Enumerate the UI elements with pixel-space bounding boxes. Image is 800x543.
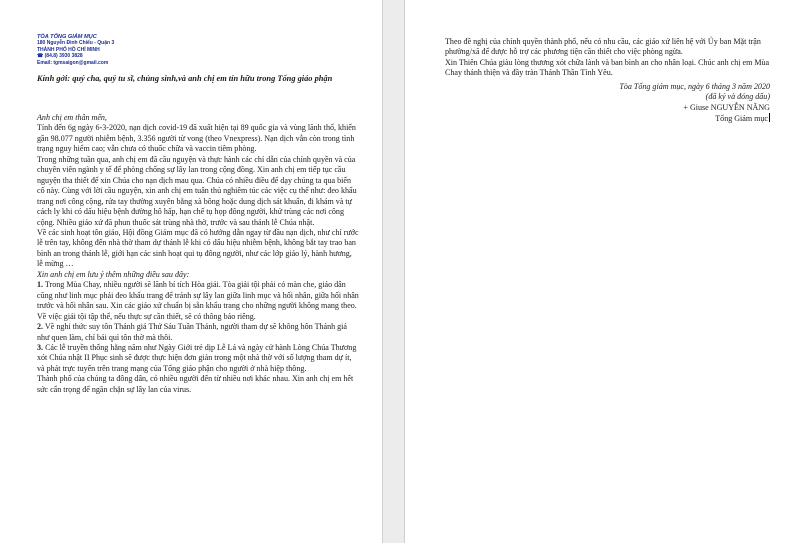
paragraph-6: Theo đề nghị của chính quyền thành phố, nếu có nhu cầu, các giáo xứ liên hệ với Ủy ban Mặt trận phường/xã để được hỗ trợ các phương tiện cần thiết cho việc phòng ngừa. <box>445 37 761 57</box>
signed-note: (đã ký và đóng dấu) <box>705 92 770 102</box>
text-cursor <box>769 113 770 122</box>
list-item-number: 1. <box>37 280 44 290</box>
signer-title: Tổng Giám mục <box>715 114 768 124</box>
paragraph-4: Xin anh chị em lưu ý thêm những điều sau đây: <box>37 269 190 279</box>
paragraph-1: Tính đến 6g ngày 6-3-2020, nạn dịch covid-19 đã xuất hiện tại 89 quốc gia và vùng lãnh thổ, khiến gần 98.077 người nhiễm bệnh, 3.356 người từ vong (theo Vnexpress). Nạn dịch vẫn còn trong tình trạng nguy hiểm cao; vẫn chưa có thuốc chữa và vaccin tiêm phòng. <box>37 123 356 154</box>
list-item-continuation: Về việc giải tội tập thể, nếu thực sự cần thiết, sẽ có thông báo riêng. <box>37 311 256 321</box>
sender-email: Email: tgmsaigon@gmail.com <box>37 59 109 66</box>
greeting-heading: Kính gởi: quý cha, quý tu sĩ, chủng sinh,và anh chị em tín hữu trong Tổng giáo phận <box>37 74 333 83</box>
list-item-number: 2. <box>37 322 44 332</box>
letter-body-left <box>37 113 359 395</box>
document-page-left <box>0 0 383 543</box>
paragraph-5: Thành phố của chúng ta đông dân, có nhiều người đến từ nhiều nơi khác nhau. Xin anh chị em hết sức cẩn trọng để ngăn chặn sự lây lan của virus. <box>37 374 354 394</box>
paragraph-3: Về các sinh hoạt tôn giáo, Hội đồng Giám mục đã có hướng dẫn ngay từ đầu nạn dịch, như chỉ rước lễ trên tay, không đến nhà thờ tham dự thánh lễ khi có dấu hiệu nhiễm bệnh, không bắt tay trao ban bình an trong thánh lễ, giới hạn các sinh hoạt qui tụ đông người, như các lớp giáo lý, hành hương, lễ mừng … <box>37 227 359 269</box>
sender-address-line-1: 180 Nguyễn Đình Chiểu - Quận 3 <box>37 40 115 47</box>
salutation: Anh chị em thân mến, <box>37 113 107 122</box>
list-item-text: Về nghi thức suy tôn Thánh giá Thứ Sáu Tuần Thánh, người tham dự sẽ không hôn Thánh giá như quen làm, chỉ bái quì tôn thờ mà thôi. <box>37 322 347 342</box>
paragraph-2: Trong những tuần qua, anh chị em đã cầu nguyện và thực hành các chỉ dẫn của chính quyền và của chuyên viên ngành y tế để phòng chống sự lây lan trong cộng đồng. Xin anh chị em tiếp tục cầu nguyện tha thiết để xin Chúa cho nạn dịch mau qua. Chúa có nhiều điều để dạy chúng ta qua biến cố này. Cùng với lời cầu nguyện, xin anh chị em tuân thủ nghiêm túc các việc cụ thể như: đeo khẩu trang nơi công cộng, rửa tay thường xuyên bằng xà bông hoặc dung dịch sát khuẩn, đi khám và tự cách ly khi có dấu hiệu bệnh đường hô hấp, hạn chế tụ họp đông người, khử trùng các nơi công cộng. Nhiều giáo xứ đã phun thuốc sát trùng nhà thờ, trước và sau thánh lễ Chúa nhật. <box>37 154 357 227</box>
list-item-text: Trong Mùa Chay, nhiều người sẽ lãnh bí tích Hòa giải. Tòa giải tội phải có màn che, giáo dân cũng như linh mục phải đeo khẩu trang để tránh sự lây lan giữa linh mục và hối nhân, giữa hối nhân trước và hối nhân sau. Xin các giáo xứ chuẩn bị sẵn khẩu trang cho những người không mang theo. <box>37 280 359 311</box>
sender-name: TÒA TỔNG GIÁM MỤC <box>37 34 97 40</box>
document-page-right <box>404 0 800 543</box>
signer-name: + Giuse NGUYỄN NĂNG <box>683 102 770 112</box>
list-item <box>37 280 359 311</box>
list-item-number: 3. <box>37 342 44 352</box>
sender-phone: ☎ (84.8) 3930 3828 <box>37 53 83 60</box>
place-date: Tòa Tổng giám mục, ngày 6 tháng 3 năm 2020 <box>619 82 770 91</box>
sender-address-line-2: THÀNH PHỐ HỒ CHÍ MINH <box>37 46 100 53</box>
list-item <box>37 322 359 343</box>
letter-body-right <box>445 37 781 79</box>
signer-title-line[interactable] <box>619 113 770 124</box>
signature-block <box>619 82 770 125</box>
sender-block <box>37 34 114 66</box>
page-gutter <box>384 0 403 543</box>
list-item <box>37 343 359 374</box>
list-item-text: Các lễ truyền thống hằng năm như Ngày Giới trẻ dịp Lễ Lá và ngày cử hành Lòng Chúa Thương xót Chúa nhật II Phục sinh sẽ được thực hiện đơn giản trong một nhà thờ với số lượng tham dự ít, và phát trực tuyến trên trang mạng của Tổng giáo phận cho người ở nhà hiệp thông. <box>37 342 357 373</box>
paragraph-7: Xin Thiên Chúa giàu lòng thương xót chữa lành và ban bình an cho nhân loại. Chúc anh chị em Mùa Chay thánh thiện và đầy tràn Thánh Thần Tình Yêu. <box>445 57 770 78</box>
